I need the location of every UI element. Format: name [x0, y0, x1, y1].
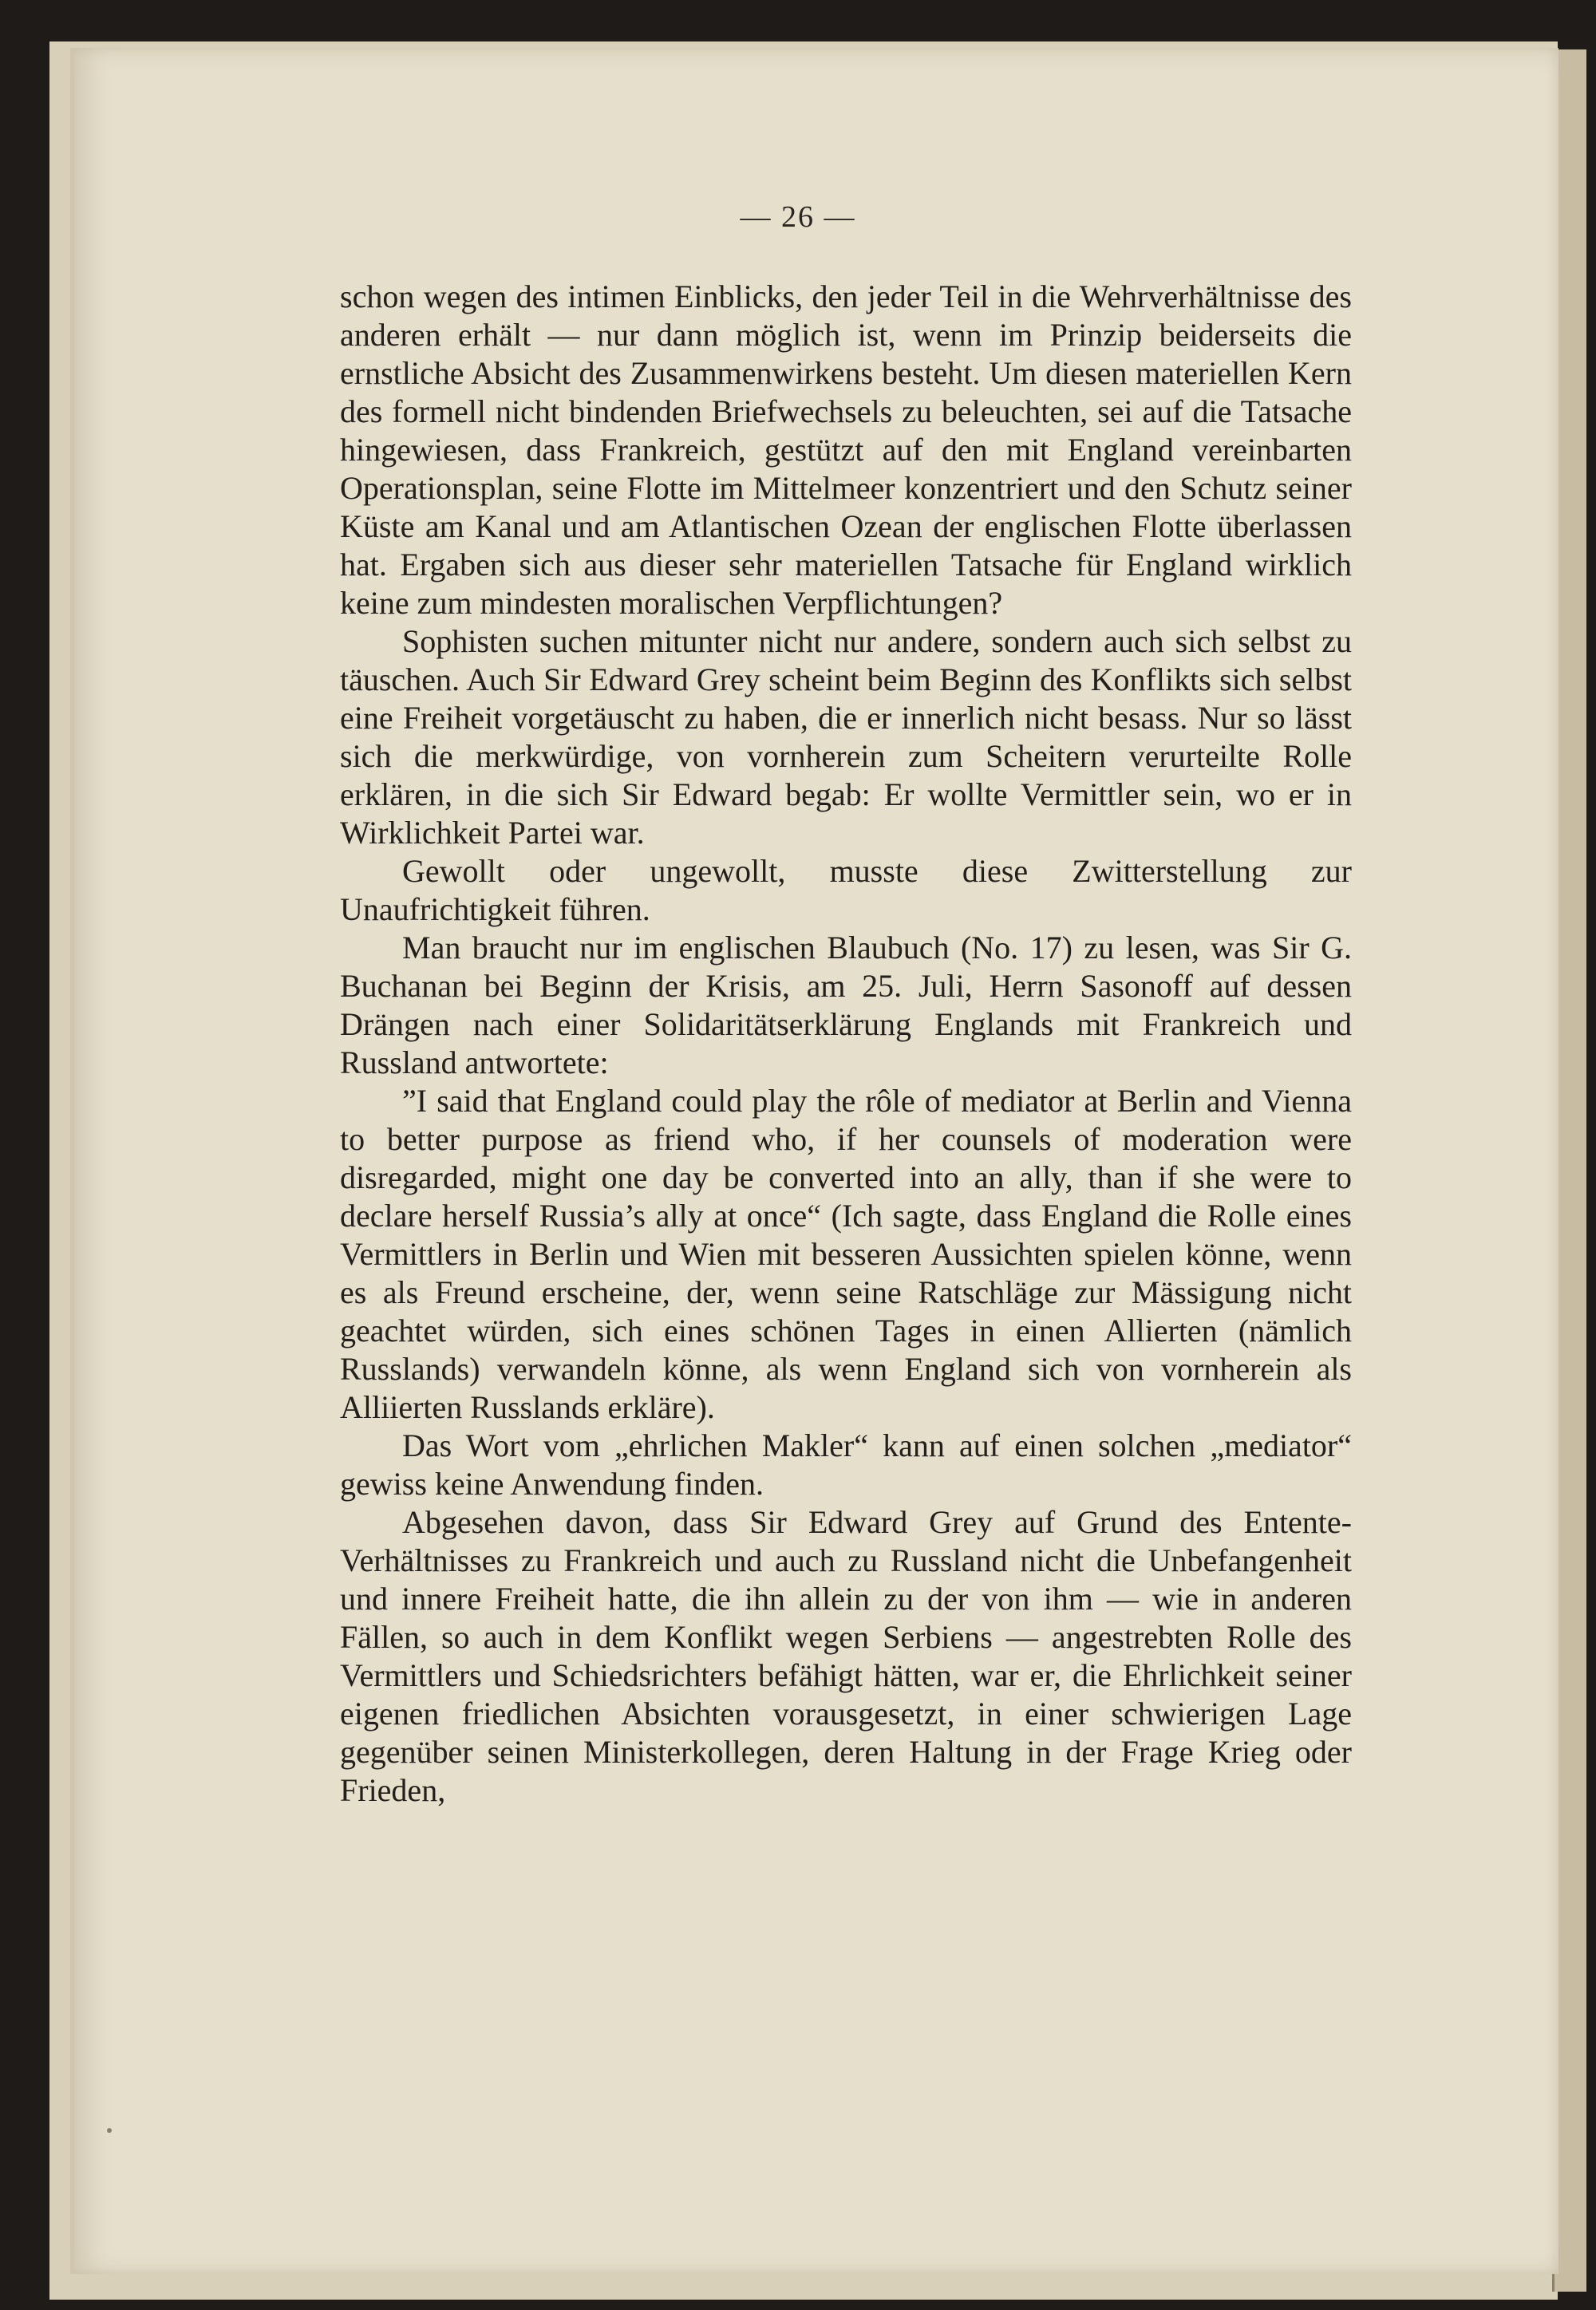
paragraph-3: Gewollt oder ungewollt, musste diese Zwitterstellung zur Unaufrichtigkeit führen. [340, 853, 1352, 927]
paragraph-6: Das Wort vom „ehrlichen Makler“ kann auf einen solchen „mediator“ gewiss keine Anwendung finden. [340, 1427, 1352, 1502]
paragraph-4: Man braucht nur im englischen Blaubuch (No. 17) zu lesen, was Sir G. Buchanan bei Beginn der Krisis, am 25. Juli, Herrn Sasonoff auf dessen Drängen nach einer Solidaritätserklärung Englands mit Frankreich und Russland antwortete: [340, 930, 1352, 1080]
paragraph-5-quote: ”I said that England could play the rôle of mediator at Berlin and Vienna to better purpose as friend who, if her counsels of moderation were disregarded, might one day be converted into an ally, than if she were to declare herself Russia’s ally at once“ (Ich sagte, dass England die Rolle eines Vermittlers in Berlin und Wien mit besseren Aussichten spielen könne, wenn es als Freund erscheine, der, wenn seine Ratschläge zur Mässigung nicht geachtet würden, sich eines schönen Tages in einen Allierten (nämlich Russlands) verwandeln könne, als wenn England sich von vornherein als Alliierten Russlands erkläre). [340, 1083, 1352, 1425]
paragraph-7: Abgesehen davon, dass Sir Edward Grey auf Grund des Entente-Verhältnisses zu Frankreich und auch zu Russland nicht die Unbefangenheit und innere Freiheit hatte, die ihn allein zu der von ihm — wie in anderen Fällen, so auch in dem Konflikt wegen Serbiens — angestrebten Rolle des Vermittlers und Schiedsrichters befähigt hätten, war er, die Ehrlichkeit seiner eigenen friedlichen Absichten vorausgesetzt, in einer schwierigen Lage gegenüber seinen Ministerkollegen, deren Haltung in der Frage Krieg oder Frieden, [340, 1504, 1352, 1808]
paragraph-2: Sophisten suchen mitunter nicht nur andere, sondern auch sich selbst zu täuschen. Auch Sir Edward Grey scheint beim Beginn des Konflikts sich selbst eine Freiheit vorgetäuscht zu haben, die er innerlich nicht besass. Nur so lässt sich die merkwürdige, von vornherein zum Scheitern verurteilte Rolle erklären, in die sich Sir Edward begab: Er wollte Vermittler sein, wo er in Wirklichkeit Partei war. [340, 623, 1352, 851]
body-text [340, 278, 1352, 1810]
paper-speck [107, 2128, 112, 2133]
paragraph-1: schon wegen des intimen Einblicks, den jeder Teil in die Wehrverhältnisse des anderen erhält — nur dann möglich ist, wenn im Prinzip beiderseits die ernstliche Absicht des Zusammenwirkens besteht. Um diesen materiellen Kern des formell nicht bindenden Briefwechsels zu beleuchten, sei auf die Tatsache hingewiesen, dass Frankreich, gestützt auf den mit England vereinbarten Operationsplan, seine Flotte im Mittelmeer konzentriert und den Schutz seiner Küste am Kanal und am Atlantischen Ozean der englischen Flotte überlassen hat. Ergaben sich aus dieser sehr materiellen Tatsache für England wirklich keine zum mindesten moralischen Verpflichtungen? [340, 278, 1352, 621]
page-number: — 26 — [740, 200, 856, 234]
